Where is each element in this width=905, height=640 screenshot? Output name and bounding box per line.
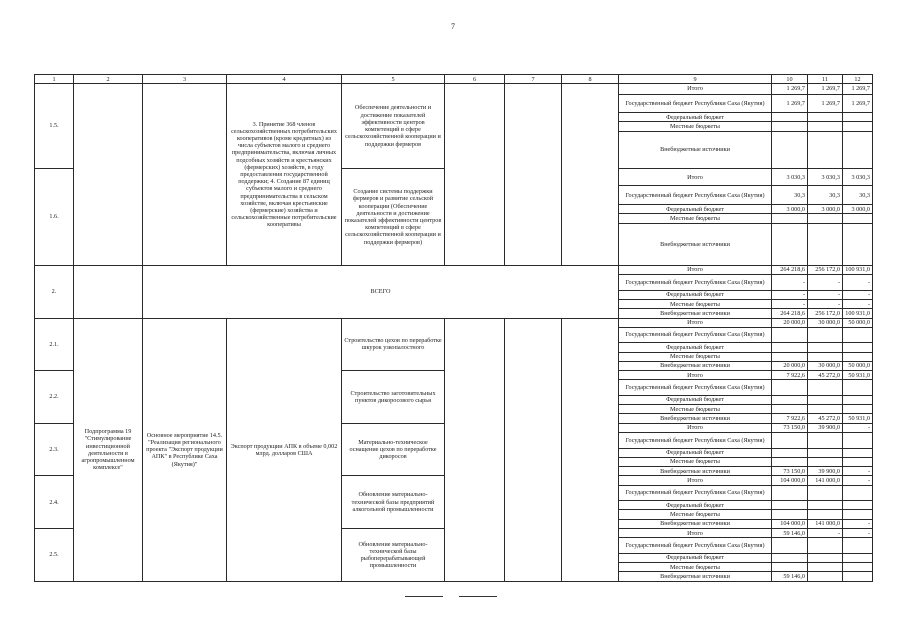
funding-source: Федеральный бюджет xyxy=(619,501,772,510)
funding-source: Итого xyxy=(619,265,772,274)
empty-cell xyxy=(505,84,562,266)
amount-cell xyxy=(843,563,873,572)
col2-empty-block xyxy=(74,84,143,266)
amount-cell: 30,3 xyxy=(808,186,843,205)
amount-cell: 1 269,7 xyxy=(843,94,873,113)
amount-cell xyxy=(772,352,808,361)
table-row xyxy=(35,84,873,94)
amount-cell xyxy=(808,510,843,519)
amount-cell: 50 000,0 xyxy=(843,318,873,327)
col-4-header: 4 xyxy=(227,75,342,84)
amount-cell xyxy=(772,501,808,510)
amount-cell: 7 922,6 xyxy=(772,414,808,423)
funding-source: Итого xyxy=(619,476,772,485)
amount-cell xyxy=(843,395,873,404)
amount-cell xyxy=(808,223,843,265)
amount-cell xyxy=(772,131,808,168)
amount-cell: 7 922,6 xyxy=(772,371,808,380)
amount-cell: 256 172,0 xyxy=(808,309,843,318)
amount-cell xyxy=(843,327,873,342)
funding-source: Государственный бюджет Республики Саха (Якутия) xyxy=(619,186,772,205)
funding-source: Федеральный бюджет xyxy=(619,553,772,562)
amount-cell: - xyxy=(843,528,873,537)
amount-cell: 3 030,3 xyxy=(808,168,843,186)
amount-cell: 45 272,0 xyxy=(808,371,843,380)
funding-source: Местные бюджеты xyxy=(619,299,772,308)
row-number: 2.2. xyxy=(35,371,74,424)
amount-cell xyxy=(843,457,873,466)
amount-cell xyxy=(843,538,873,553)
amount-cell: 256 172,0 xyxy=(808,265,843,274)
amount-cell: 3 000,0 xyxy=(772,205,808,214)
amount-cell xyxy=(843,572,873,582)
row-number: 2. xyxy=(35,265,74,318)
event-description: Строительство цехов по переработке шкурок узкопалостного xyxy=(342,318,445,371)
amount-cell xyxy=(843,352,873,361)
funding-source: Государственный бюджет Республики Саха (Якутия) xyxy=(619,275,772,290)
funding-source: Местные бюджеты xyxy=(619,352,772,361)
amount-cell: 141 000,0 xyxy=(808,476,843,485)
amount-cell xyxy=(843,510,873,519)
amount-cell xyxy=(843,448,873,457)
amount-cell xyxy=(808,352,843,361)
amount-cell: 104 000,0 xyxy=(772,476,808,485)
amount-cell: 3 000,0 xyxy=(808,205,843,214)
amount-cell: - xyxy=(843,275,873,290)
row-number: 2.4. xyxy=(35,476,74,529)
amount-cell xyxy=(808,113,843,122)
col-8-header: 8 xyxy=(562,75,619,84)
amount-cell: 50 000,0 xyxy=(843,361,873,370)
amount-cell: 45 272,0 xyxy=(808,414,843,423)
amount-cell xyxy=(808,553,843,562)
empty-cell xyxy=(505,318,562,581)
funding-source: Государственный бюджет Республики Саха (Якутия) xyxy=(619,327,772,342)
amount-cell: 3 030,3 xyxy=(843,168,873,186)
expected-results-text: 3. Принятие 368 членов сельскохозяйственных потребительских кооперативов (кроме кредитных) из числа субъектов малого и среднего предпринимательства, включая личных подсобных хозяйств и крестьянских (фермерских) хозяйств, в году предоставления государственной поддержки; 4. Создание 87 единиц субъектов малого и среднего предпринимательства в сельском хозяйстве, включая крестьянские (фермерские) хозяйства и сельскохозяйственные потребительские кооперативы xyxy=(227,84,342,266)
event-description: Обеспечение деятельности и достижение показателей эффективности центров компетенций в сфере сельскохозяйственной кооперации и поддержки фермеров xyxy=(342,84,445,169)
amount-cell: 59 146,0 xyxy=(772,528,808,537)
amount-cell: - xyxy=(843,476,873,485)
amount-cell xyxy=(843,343,873,352)
empty-cell xyxy=(445,84,505,266)
amount-cell xyxy=(808,538,843,553)
funding-source: Федеральный бюджет xyxy=(619,395,772,404)
col-5-header: 5 xyxy=(342,75,445,84)
event-description: Обновление материально-технической базы предприятий алкогольной промышленности xyxy=(342,476,445,529)
col-3-header: 3 xyxy=(143,75,227,84)
amount-cell xyxy=(808,122,843,131)
funding-source: Местные бюджеты xyxy=(619,122,772,131)
amount-cell xyxy=(843,405,873,414)
amount-cell: 3 000,0 xyxy=(843,205,873,214)
empty-cell xyxy=(562,84,619,266)
funding-source: Итого xyxy=(619,318,772,327)
empty-cell xyxy=(562,318,619,581)
amount-cell: 50 931,0 xyxy=(843,371,873,380)
col-7-header: 7 xyxy=(505,75,562,84)
event-description: Создание системы поддержки фермеров и развитие сельской кооперации (Обеспечение деятельности и достижение показателей эффективности центров компетенций в сфере сельскохозяйственной кооперации и поддержки фермеров) xyxy=(342,168,445,265)
amount-cell: 264 218,6 xyxy=(772,265,808,274)
page-number: 7 xyxy=(451,22,455,31)
amount-cell xyxy=(843,380,873,395)
funding-source: Внебюджетные источники xyxy=(619,572,772,582)
amount-cell: 1 269,7 xyxy=(808,84,843,94)
funding-source: Федеральный бюджет xyxy=(619,113,772,122)
table-row xyxy=(35,265,873,274)
total-label: ВСЕГО xyxy=(143,265,619,318)
funding-source: Федеральный бюджет xyxy=(619,205,772,214)
amount-cell: - xyxy=(772,299,808,308)
funding-source: Федеральный бюджет xyxy=(619,290,772,299)
amount-cell xyxy=(808,448,843,457)
funding-source: Государственный бюджет Республики Саха (Якутия) xyxy=(619,94,772,113)
funding-source: Федеральный бюджет xyxy=(619,343,772,352)
amount-cell xyxy=(843,485,873,500)
funding-source: Итого xyxy=(619,84,772,94)
funding-source: Местные бюджеты xyxy=(619,563,772,572)
amount-cell: 73 150,0 xyxy=(772,423,808,432)
amount-cell xyxy=(843,122,873,131)
amount-cell: - xyxy=(843,423,873,432)
amount-cell: - xyxy=(808,290,843,299)
col-2-header: 2 xyxy=(74,75,143,84)
amount-cell: - xyxy=(772,275,808,290)
subprogram-cell xyxy=(74,265,143,318)
row-number: 1.5. xyxy=(35,84,74,169)
amount-cell xyxy=(772,113,808,122)
funding-source: Внебюджетные источники xyxy=(619,519,772,528)
empty-cell xyxy=(445,318,505,581)
amount-cell xyxy=(843,553,873,562)
goal-indicator: Экспорт продукции АПК в объеме 0,002 млрд. долларов США xyxy=(227,318,342,581)
amount-cell: - xyxy=(843,299,873,308)
amount-cell xyxy=(772,510,808,519)
amount-cell xyxy=(843,433,873,448)
col-11-header: 11 xyxy=(808,75,843,84)
amount-cell: - xyxy=(808,528,843,537)
amount-cell: 1 269,7 xyxy=(808,94,843,113)
amount-cell xyxy=(843,131,873,168)
funding-source: Внебюджетные источники xyxy=(619,223,772,265)
funding-source: Внебюджетные источники xyxy=(619,309,772,318)
funding-source: Местные бюджеты xyxy=(619,405,772,414)
funding-source: Внебюджетные источники xyxy=(619,467,772,476)
col-1-header: 1 xyxy=(35,75,74,84)
amount-cell: - xyxy=(808,299,843,308)
amount-cell: 59 146,0 xyxy=(772,572,808,582)
amount-cell xyxy=(843,223,873,265)
budget-table xyxy=(34,74,873,582)
amount-cell xyxy=(772,122,808,131)
amount-cell xyxy=(772,485,808,500)
amount-cell: 100 931,0 xyxy=(843,309,873,318)
col-10-header: 10 xyxy=(772,75,808,84)
amount-cell xyxy=(808,214,843,223)
amount-cell: 39 900,0 xyxy=(808,467,843,476)
funding-source: Итого xyxy=(619,528,772,537)
amount-cell: 20 000,0 xyxy=(772,361,808,370)
row-number: 2.5. xyxy=(35,528,74,581)
amount-cell xyxy=(843,113,873,122)
amount-cell xyxy=(772,563,808,572)
event-description: Обновление материально-технической базы рыбоперерабатывающей промышленности xyxy=(342,528,445,581)
row-number: 2.1. xyxy=(35,318,74,371)
table-row xyxy=(35,318,873,327)
amount-cell: - xyxy=(843,519,873,528)
amount-cell xyxy=(808,395,843,404)
amount-cell: 30,3 xyxy=(843,186,873,205)
header-row xyxy=(35,75,873,84)
amount-cell xyxy=(772,448,808,457)
amount-cell xyxy=(772,214,808,223)
amount-cell xyxy=(808,343,843,352)
funding-source: Итого xyxy=(619,371,772,380)
funding-source: Государственный бюджет Республики Саха (Якутия) xyxy=(619,485,772,500)
amount-cell xyxy=(772,405,808,414)
col-9-header: 9 xyxy=(619,75,772,84)
amount-cell xyxy=(808,572,843,582)
row-number: 2.3. xyxy=(35,423,74,476)
funding-source: Государственный бюджет Республики Саха (Якутия) xyxy=(619,433,772,448)
event-description: Материально-техническое оснащение цехов по переработке дикоросов xyxy=(342,423,445,476)
funding-source: Итого xyxy=(619,423,772,432)
amount-cell: 264 218,6 xyxy=(772,309,808,318)
amount-cell: 30,3 xyxy=(772,186,808,205)
amount-cell xyxy=(772,553,808,562)
footer-rule-left xyxy=(405,596,443,597)
amount-cell: - xyxy=(843,467,873,476)
event-description: Строительство заготовительных пунктов дикоросового сырья xyxy=(342,371,445,424)
amount-cell xyxy=(808,433,843,448)
main-event-name: Основное мероприятие 14.5. "Реализация регионального проекта "Экспорт продукции АПК" в Республике Саха (Якутия)" xyxy=(143,318,227,581)
amount-cell xyxy=(808,457,843,466)
funding-source: Внебюджетные источники xyxy=(619,361,772,370)
amount-cell: 100 931,0 xyxy=(843,265,873,274)
amount-cell xyxy=(808,563,843,572)
amount-cell xyxy=(843,501,873,510)
amount-cell: 30 000,0 xyxy=(808,318,843,327)
col-6-header: 6 xyxy=(445,75,505,84)
amount-cell: 3 030,3 xyxy=(772,168,808,186)
amount-cell: 141 000,0 xyxy=(808,519,843,528)
amount-cell xyxy=(772,457,808,466)
amount-cell: - xyxy=(808,275,843,290)
amount-cell xyxy=(808,501,843,510)
amount-cell xyxy=(808,405,843,414)
funding-source: Местные бюджеты xyxy=(619,214,772,223)
amount-cell: 1 269,7 xyxy=(772,94,808,113)
funding-source: Государственный бюджет Республики Саха (Якутия) xyxy=(619,380,772,395)
footer-rule-right xyxy=(459,596,497,597)
amount-cell xyxy=(772,395,808,404)
row-number: 1.6. xyxy=(35,168,74,265)
funding-source: Местные бюджеты xyxy=(619,457,772,466)
funding-source: Внебюджетные источники xyxy=(619,131,772,168)
funding-source: Местные бюджеты xyxy=(619,510,772,519)
amount-cell xyxy=(808,380,843,395)
amount-cell xyxy=(808,131,843,168)
amount-cell: 50 931,0 xyxy=(843,414,873,423)
amount-cell: 39 900,0 xyxy=(808,423,843,432)
amount-cell xyxy=(808,327,843,342)
amount-cell xyxy=(843,214,873,223)
amount-cell xyxy=(772,327,808,342)
amount-cell: 104 000,0 xyxy=(772,519,808,528)
funding-source: Внебюджетные источники xyxy=(619,414,772,423)
subprogram-name: Подпрограмма 19 "Стимулирование инвестиционной деятельности в агропромышленном комплексе" xyxy=(74,318,143,581)
col-12-header: 12 xyxy=(843,75,873,84)
amount-cell xyxy=(808,485,843,500)
funding-source: Итого xyxy=(619,168,772,186)
amount-cell: 30 000,0 xyxy=(808,361,843,370)
col3-empty-block xyxy=(143,84,227,266)
amount-cell xyxy=(772,380,808,395)
funding-source: Федеральный бюджет xyxy=(619,448,772,457)
funding-source: Государственный бюджет Республики Саха (Якутия) xyxy=(619,538,772,553)
amount-cell xyxy=(772,538,808,553)
amount-cell: 20 000,0 xyxy=(772,318,808,327)
amount-cell: 73 150,0 xyxy=(772,467,808,476)
amount-cell xyxy=(772,343,808,352)
amount-cell: - xyxy=(772,290,808,299)
amount-cell xyxy=(772,223,808,265)
amount-cell: 1 269,7 xyxy=(772,84,808,94)
amount-cell: 1 269,7 xyxy=(843,84,873,94)
amount-cell xyxy=(772,433,808,448)
amount-cell: - xyxy=(843,290,873,299)
